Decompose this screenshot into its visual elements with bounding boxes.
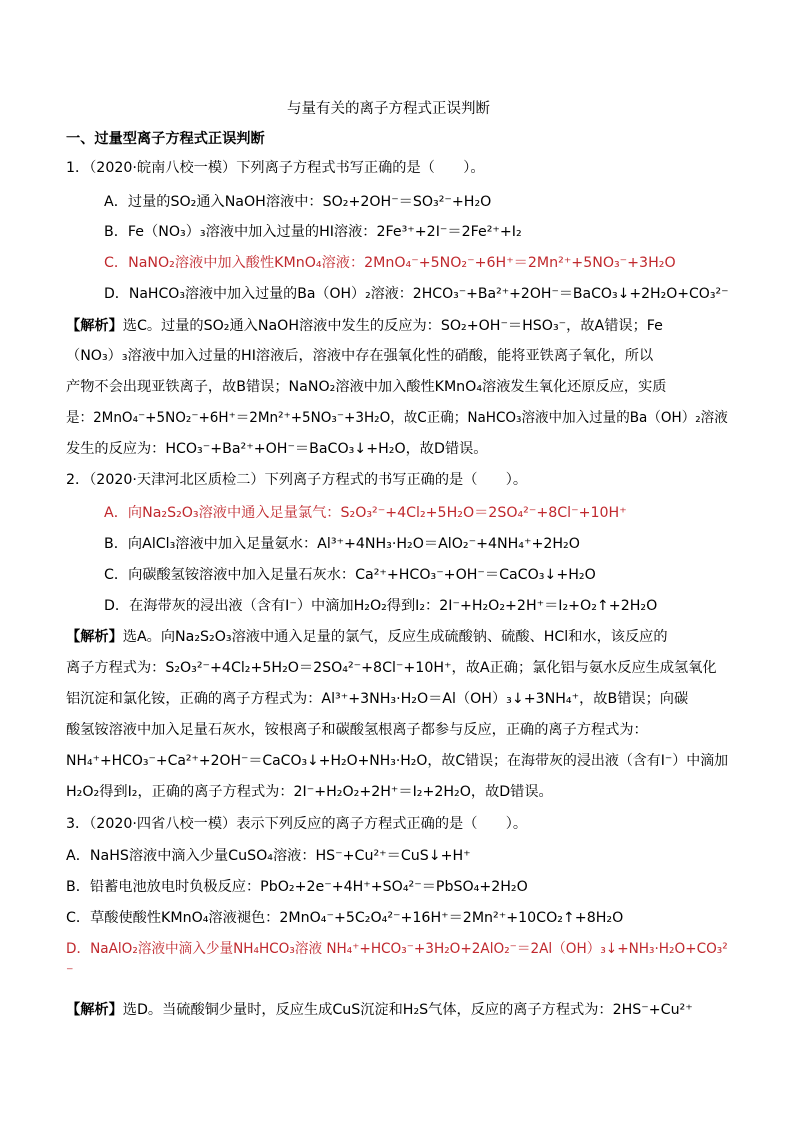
q1-analysis-line-5: 发生的反应为：HCO₃⁻+Ba²⁺+OH⁻＝BaCO₃↓+H₂O，故D错误。 xyxy=(66,441,488,457)
q3-analysis-text: 选D。当硫酸铜少量时，反应生成CuS沉淀和H₂S气体，反应的离子方程式为：2HS⁻+Cu²⁺ xyxy=(122,1002,693,1018)
question-2-stem: 2．（2020·天津河北区质检二）下列离子方程式的书写正确的是（ ）。 xyxy=(66,472,528,488)
question-3-stem: 3．（2020·四省八校一模）表示下列反应的离子方程式正确的是（ ）。 xyxy=(66,816,528,832)
q3-option-c: C．草酸使酸性KMnO₄溶液褪色：2MnO₄⁻+5C₂O₄²⁻+16H⁺＝2Mn²⁺+10CO₂↑+8H₂O xyxy=(66,910,624,926)
document-title: 与量有关的离子方程式正误判断 xyxy=(287,101,490,117)
q1-option-c-correct: C．NaNO₂溶液中加入酸性KMnO₄溶液：2MnO₄⁻+5NO₂⁻+6H⁺＝2Mn²⁺+5NO₃⁻+3H₂O xyxy=(104,255,676,271)
q2-analysis-text: 选A。向Na₂S₂O₃溶液中通入足量的氯气，反应生成硫酸钠、硫酸、HCl和水，该反应的 xyxy=(122,629,668,645)
analysis-label: 【解析】 xyxy=(66,629,123,645)
q1-analysis-line-3: 产物不会出现亚铁离子，故B错误；NaNO₂溶液中加入酸性KMnO₄溶液发生氧化还原反应，实质 xyxy=(66,379,667,395)
q1-analysis-line-4: 是：2MnO₄⁻+5NO₂⁻+6H⁺＝2Mn²⁺+5NO₃⁻+3H₂O，故C正确；NaHCO₃溶液中加入过量的Ba（OH）₂溶液 xyxy=(66,410,728,426)
q3-option-d-correct: D．NaAlO₂溶液中滴入少量NH₄HCO₃溶液 NH₄⁺+HCO₃⁻+3H₂O+2AlO₂⁻＝2Al（OH）₃↓+NH₃·H₂O+CO₃² xyxy=(66,941,728,957)
q2-analysis-line-6: H₂O₂得到I₂，正确的离子方程式为：2I⁻+H₂O₂+2H⁺＝I₂+2H₂O，故D错误。 xyxy=(66,784,553,800)
q2-analysis-line-5: NH₄⁺+HCO₃⁻+Ca²⁺+2OH⁻＝CaCO₃↓+H₂O+NH₃·H₂O，故C错误；在海带灰的浸出液（含有I⁻）中滴加 xyxy=(66,753,729,769)
q3-option-a: A．NaHS溶液中滴入少量CuSO₄溶液：HS⁻+Cu²⁺＝CuS↓+H⁺ xyxy=(66,848,471,864)
q2-option-b: B．向AlCl₃溶液中加入足量氨水：Al³⁺+4NH₃·H₂O＝AlO₂⁻+4NH₄⁺+2H₂O xyxy=(104,536,580,552)
q3-analysis-line-1 xyxy=(66,1000,693,1020)
analysis-label: 【解析】 xyxy=(66,318,123,334)
q2-analysis-line-3: 铝沉淀和氯化铵，正确的离子方程式为：Al³⁺+3NH₃·H₂O＝Al（OH）₃↓+3NH₄⁺，故B错误；向碳 xyxy=(66,691,689,707)
section-heading: 一、过量型离子方程式正误判断 xyxy=(66,131,265,147)
question-1-stem: 1．（2020·皖南八校一模）下列离子方程式书写正确的是（ ）。 xyxy=(66,160,485,176)
q1-analysis-line-2: （NO₃）₃溶液中加入过量的HI溶液后，溶液中存在强氧化性的硝酸，能将亚铁离子氧化，所以 xyxy=(66,348,654,364)
q2-option-c: C．向碳酸氢铵溶液中加入足量石灰水：Ca²⁺+HCO₃⁻+OH⁻＝CaCO₃↓+H₂O xyxy=(104,567,596,583)
q2-option-d: D．在海带灰的浸出液（含有I⁻）中滴加H₂O₂得到I₂：2I⁻+H₂O₂+2H⁺＝I₂+O₂↑+2H₂O xyxy=(104,598,658,614)
analysis-label: 【解析】 xyxy=(66,1002,123,1018)
q2-analysis-line-1 xyxy=(66,627,668,647)
q1-option-a: A．过量的SO₂通入NaOH溶液中：SO₂+2OH⁻＝SO₃²⁻+H₂O xyxy=(104,194,492,210)
q1-analysis-line-1 xyxy=(66,316,663,336)
q3-option-b: B．铅蓄电池放电时负极反应：PbO₂+2e⁻+4H⁺+SO₄²⁻＝PbSO₄+2H₂O xyxy=(66,879,528,895)
q2-option-a-correct: A．向Na₂S₂O₃溶液中通入足量氯气：S₂O₃²⁻+4Cl₂+5H₂O＝2SO₄²⁻+8Cl⁻+10H⁺ xyxy=(104,505,627,521)
q1-option-d: D．NaHCO₃溶液中加入过量的Ba（OH）₂溶液：2HCO₃⁻+Ba²⁺+2OH⁻＝BaCO₃↓+2H₂O+CO₃²⁻ xyxy=(104,286,729,302)
q1-option-b: B．Fe（NO₃）₃溶液中加入过量的HI溶液：2Fe³⁺+2I⁻＝2Fe²⁺+I₂ xyxy=(104,224,522,240)
q2-analysis-line-4: 酸氢铵溶液中加入足量石灰水，铵根离子和碳酸氢根离子都参与反应，正确的离子方程式为： xyxy=(66,722,648,738)
q3-option-d-continuation: ⁻ xyxy=(66,964,74,980)
q2-analysis-line-2: 离子方程式为：S₂O₃²⁻+4Cl₂+5H₂O＝2SO₄²⁻+8Cl⁻+10H⁺，故A正确；氯化铝与氨水反应生成氢氧化 xyxy=(66,660,717,676)
q1-analysis-text: 选C。过量的SO₂通入NaOH溶液中发生的反应为：SO₂+OH⁻＝HSO₃⁻，故A错误；Fe xyxy=(122,318,663,334)
